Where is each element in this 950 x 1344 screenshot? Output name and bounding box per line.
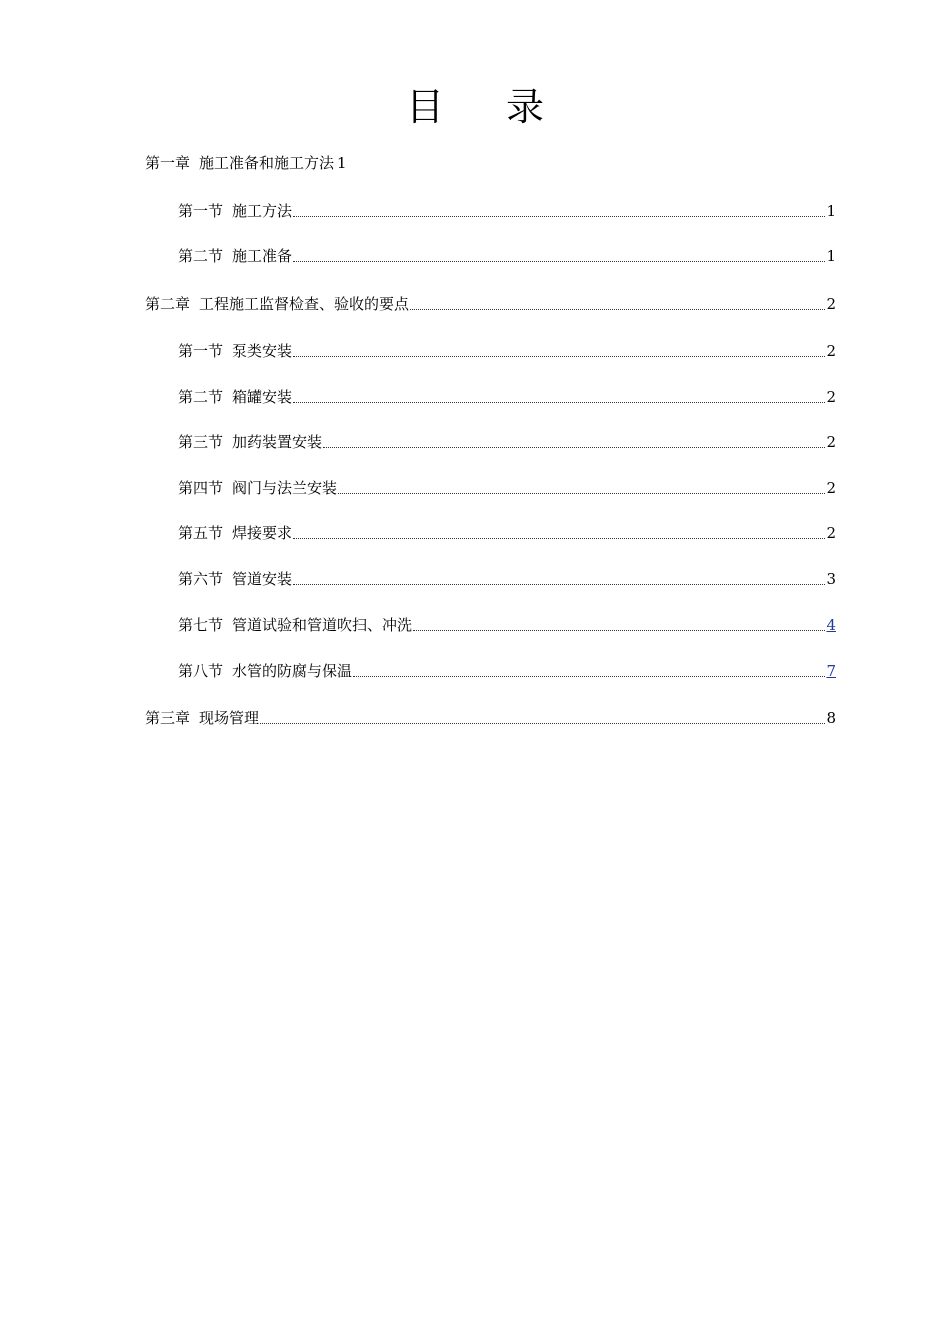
toc-entry-leader (410, 309, 825, 310)
toc-entry-leader (353, 676, 825, 677)
toc-entry-page: 1 (826, 202, 836, 220)
toc-entry-page: 2 (826, 433, 836, 451)
toc-entry-number: 第一章 (145, 154, 191, 172)
toc-entry-number: 第七节 (178, 616, 224, 634)
toc-entry-text: 焊接要求 (232, 524, 293, 542)
toc-entry-section-2-5[interactable] (178, 523, 836, 543)
toc-entry-leader (260, 723, 825, 724)
toc-entry-page-link[interactable]: 7 (826, 662, 836, 680)
toc-entry-leader (338, 493, 825, 494)
toc-entry-page-link[interactable]: 4 (826, 616, 836, 634)
toc-entry-leader (293, 402, 825, 403)
toc-entry-text: 箱罐安装 (232, 388, 293, 406)
toc-entry-page: 1 (826, 247, 836, 265)
toc-entry-text: 水管的防腐与保温 (232, 662, 353, 680)
toc-entry-number: 第八节 (178, 662, 224, 680)
toc-entry-page: 2 (826, 342, 836, 360)
toc-entry-text: 管道安装 (232, 570, 293, 588)
toc-entry-section-2-6[interactable] (178, 569, 836, 589)
toc-entry-number: 第三章 (145, 709, 191, 727)
toc-entry-number: 第二节 (178, 247, 224, 265)
toc-entry-leader (293, 356, 825, 357)
toc-entry-leader (293, 216, 825, 217)
toc-entry-page: 2 (826, 388, 836, 406)
toc-entry-number: 第三节 (178, 433, 224, 451)
toc-entry-number: 第四节 (178, 479, 224, 497)
toc-entry-text: 现场管理 (199, 709, 260, 727)
toc-entry-text: 管道试验和管道吹扫、冲洗 (232, 616, 413, 634)
toc-title-left: 目 (405, 85, 444, 129)
toc-entry-text: 泵类安装 (232, 342, 293, 360)
toc-entry-text: 阀门与法兰安装 (232, 479, 338, 497)
toc-entry-page: 1 (337, 154, 347, 172)
toc-entry-leader (293, 538, 825, 539)
toc-entry-page: 2 (826, 524, 836, 542)
toc-entry-page: 3 (826, 570, 836, 588)
toc-entry-number: 第五节 (178, 524, 224, 542)
toc-entry-number: 第二章 (145, 295, 191, 313)
toc-entry-section-2-2[interactable] (178, 387, 836, 407)
toc-entry-chapter-1[interactable] (145, 153, 347, 173)
toc-entry-text: 施工准备和施工方法 (199, 154, 335, 172)
toc-entry-chapter-3[interactable] (145, 708, 836, 728)
toc-entry-section-2-1[interactable] (178, 341, 836, 361)
toc-entry-section-2-4[interactable] (178, 478, 836, 498)
toc-entry-number: 第一节 (178, 202, 224, 220)
toc-entry-page: 2 (826, 479, 836, 497)
toc-title-right: 录 (506, 85, 545, 129)
toc-entry-section-2-7[interactable] (178, 615, 836, 635)
toc-entry-text: 工程施工监督检查、验收的要点 (199, 295, 410, 313)
toc-entry-leader (293, 584, 825, 585)
toc-entry-page: 8 (826, 709, 836, 727)
toc-entry-section-2-8[interactable] (178, 661, 836, 681)
toc-entry-section-2-3[interactable] (178, 432, 836, 452)
toc-entry-leader (413, 630, 825, 631)
toc-entry-chapter-2[interactable] (145, 294, 836, 314)
toc-entry-leader (293, 261, 825, 262)
toc-entry-text: 施工准备 (232, 247, 293, 265)
toc-entry-section-1-1[interactable] (178, 201, 836, 221)
toc-entry-text: 加药装置安装 (232, 433, 323, 451)
toc-entry-number: 第二节 (178, 388, 224, 406)
toc-entry-page: 2 (826, 295, 836, 313)
toc-entry-section-1-2[interactable] (178, 246, 836, 266)
toc-entry-number: 第六节 (178, 570, 224, 588)
toc-entry-leader (323, 447, 825, 448)
toc-entry-text: 施工方法 (232, 202, 293, 220)
toc-entry-number: 第一节 (178, 342, 224, 360)
